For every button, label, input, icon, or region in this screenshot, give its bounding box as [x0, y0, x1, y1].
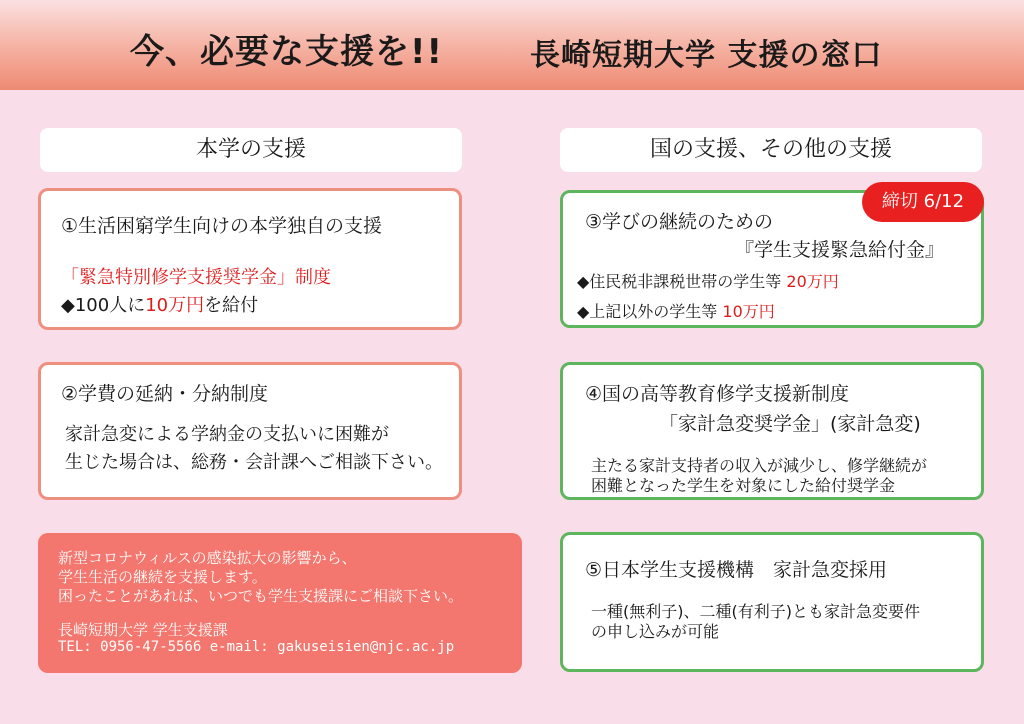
card-2-line-1: 家計急変による学納金の支払いに困難が	[65, 424, 389, 445]
card-1-detail-prefix: ◆100人に	[61, 295, 146, 316]
page-subtitle: 長崎短期大学 支援の窓口	[530, 38, 883, 73]
card-3-item-2-label: ◆上記以外の学生等	[577, 302, 718, 321]
support-card-2	[38, 362, 462, 500]
section-heading-national: 国の支援、その他の支援	[560, 128, 982, 172]
card-2-line-2: 生じた場合は、総務・会計課へご相談下さい。	[65, 452, 443, 473]
notice-office: 長崎短期大学 学生支援課	[58, 621, 228, 639]
notice-line-3: 困ったことがあれば、いつでも学生支援課にご相談下さい。	[58, 587, 464, 605]
card-3-item-2-amount: 10万円	[722, 302, 775, 321]
card-4-desc-line-1: 主たる家計支持者の収入が減少し、修学継続が	[591, 456, 928, 475]
support-card-4	[560, 362, 984, 500]
support-card-1	[38, 188, 462, 330]
notice-line-2: 学生生活の継続を支援します。	[58, 568, 267, 586]
card-1-amount: 10万円	[145, 295, 205, 316]
card-1-detail	[61, 291, 258, 317]
card-3-item-1	[577, 269, 839, 292]
notice-contact: TEL: 0956-47-5566 e-mail: gakuseisien@njc.ac.jp	[58, 639, 455, 655]
deadline-badge: 締切 6/12	[862, 182, 984, 222]
page-title: 今、必要な支援を!!	[130, 32, 444, 72]
header-banner	[0, 0, 1024, 90]
card-4-desc-line-2: 困難となった学生を対象にした給付奨学金	[591, 476, 896, 495]
card-3-item-2	[577, 299, 775, 322]
card-1-title: ①生活困窮学生向けの本学独自の支援	[61, 215, 383, 237]
card-3-item-1-label: ◆住民税非課税世帯の学生等	[577, 272, 782, 291]
card-4-title-line-2: 「家計急変奨学金」(家計急変)	[659, 413, 921, 435]
contact-notice	[38, 533, 522, 673]
card-5-desc-line-1: 一種(無利子)、二種(有利子)とも家計急変要件	[591, 602, 920, 621]
card-3-title-line-1: ③学びの継続のための	[585, 211, 774, 233]
card-3-item-1-amount: 20万円	[786, 272, 839, 291]
card-5-title: ⑤日本学生支援機構 家計急変採用	[585, 559, 888, 581]
card-2-title: ②学費の延納・分納制度	[61, 383, 269, 405]
section-heading-university: 本学の支援	[40, 128, 462, 172]
support-card-5	[560, 532, 984, 672]
card-4-title-line-1: ④国の高等教育修学支援新制度	[585, 383, 850, 405]
card-5-desc-line-2: の申し込みが可能	[591, 622, 720, 641]
card-1-detail-suffix: を給付	[204, 295, 259, 316]
card-1-program: 「緊急特別修学支援奨学金」制度	[61, 267, 331, 288]
notice-line-1: 新型コロナウィルスの感染拡大の影響から、	[58, 549, 357, 567]
card-3-title-line-2: 『学生支援緊急給付金』	[735, 239, 945, 261]
